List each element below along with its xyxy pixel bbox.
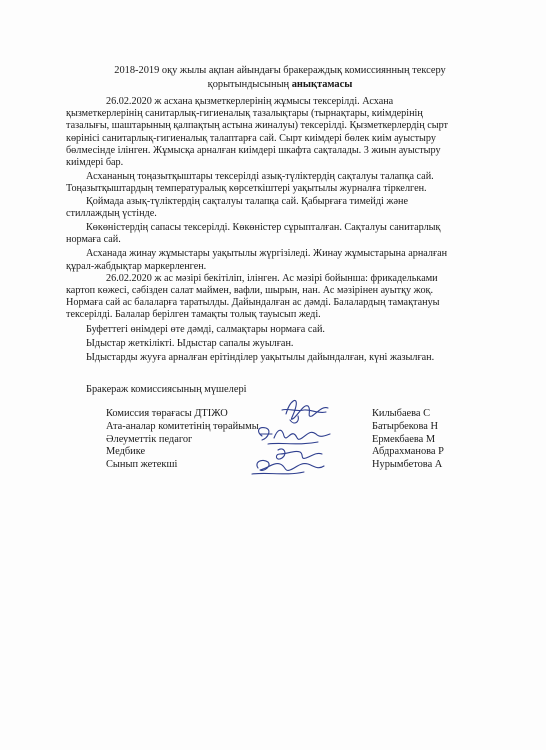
paragraph-line: Ыдыстар жеткілікті. Ыдыстар сапалы жуылған.	[86, 337, 294, 349]
paragraph-line: қызметкерлерінің санитарлық-гигиеналық тазалықтары (тырнақтары, киімдерінің	[66, 108, 423, 120]
name-nurse: Абдрахманова Р	[372, 446, 444, 458]
role-chairman: Комиссия төрағасы ДТІЖО	[106, 408, 228, 419]
paragraph-line: Асханада жинау жұмыстары уақытылы жүргізіледі. Жинау жұмыстарына арналған	[86, 248, 448, 260]
role-nurse: Медбике	[106, 446, 146, 458]
paragraph-line: Көкөністердің сапасы тексерілді. Көкөністер сұрыпталған. Сақталуы санитарлық	[86, 222, 441, 234]
paragraph-line: Тоңазытқыштардың температуралық көрсеткіштері уақытылы журналға тіркелген.	[66, 183, 427, 195]
title-line-2-bold: анықтамасы	[291, 79, 353, 90]
signature-stroke	[276, 449, 322, 459]
role-class-teacher: Сынып жетекші	[106, 459, 178, 471]
commission-names	[372, 408, 444, 472]
signature-stroke	[274, 430, 330, 439]
commission-roles	[106, 408, 259, 472]
paragraph-staff-hygiene	[66, 96, 506, 169]
paragraph-menu	[66, 272, 506, 322]
commission-heading: Бракераж комиссиясының мүшелері	[86, 384, 247, 395]
paragraph-cleaning	[66, 248, 506, 272]
signature-stroke	[257, 460, 324, 470]
title-line-1: 2018-2019 оқу жылы ақпан айындағы бракераждық комиссиянның тексеру	[114, 65, 446, 76]
report-body	[66, 96, 506, 364]
paragraph-line: стиллаждың үстінде.	[66, 207, 157, 219]
paragraph-line: киімдері бар.	[66, 157, 124, 169]
paragraph-line: картоп көжесі, сәбізден салат маймен, вафли, шырын, нан. Ас мәзірінен ауытқу жоқ.	[66, 285, 434, 297]
paragraph-line: Асхананың тоңазытқыштары тексерілді азық-түліктердің сақталуы талапқа сай.	[86, 171, 434, 183]
title-line-2	[60, 78, 500, 92]
role-parents-committee: Ата-аналар комитетінің төрайымы	[106, 420, 259, 432]
name-social-pedagogue: Ермекбаева М	[372, 433, 436, 445]
signature-stroke	[268, 442, 318, 444]
name-parents-committee: Батырбекова Н	[372, 420, 438, 432]
paragraph-line: бөлмесінде ілінген. Жұмысқа арналған киімдері шкафта сақталады. 3 жиын ауыстыру	[66, 144, 441, 156]
role-social-pedagogue: Әлеуметтік педагог	[106, 433, 193, 445]
paragraph-line: көрінісі санитарлық-гигиеналық талаптарға сай. Сырт киімдері бөлек киім ауыстыру	[66, 132, 436, 144]
paragraph-detergents	[86, 352, 506, 364]
paragraph-line: Қоймада азық-түліктердің сақталуы талапқа сай. Қабырғаға тимейді және	[86, 195, 408, 207]
paragraph-line: тексерілді. Балалар берілген тамақты толық тауысып жеді.	[66, 309, 321, 321]
signature-stroke	[252, 472, 304, 474]
paragraph-line: нормаға сай.	[66, 234, 121, 246]
paragraph-line: Ыдыстарды жууға арналған ерітінділер уақытылы дайындалған, күні жазылған.	[86, 352, 435, 364]
name-chairman: Килыбаева С	[372, 408, 431, 419]
handwritten-signatures	[238, 392, 348, 484]
paragraph-vegetables	[66, 222, 506, 246]
name-class-teacher: Нурымбетова А	[372, 459, 443, 471]
paragraph-line: тазалығы, шаштарының қалпақтың астына жиналуы) тексерілді. Қызметкерлердің сырт	[66, 120, 448, 132]
paragraph-dishes	[86, 338, 506, 350]
paragraph-line: 26.02.2020 ж ас мәзірі бекітіліп, ілінген. Ас мәзірі бойынша: фрикадельками	[106, 272, 438, 284]
document-title	[60, 64, 500, 92]
paragraph-storage	[66, 195, 506, 220]
signature-stroke	[259, 428, 272, 440]
title-line-2-prefix: қорытындысының	[207, 79, 292, 90]
paragraph-refrigerators	[66, 171, 506, 195]
paragraph-line: құрал-жабдықтар маркерленген.	[66, 260, 207, 272]
paragraph-line: Нормаға сай ас балаларға таратылды. Дайындалған ас дәмді. Балалардың тамақтануы	[66, 297, 440, 309]
paragraph-line: Буфеттегі өнімдері өте дәмді, салмақтары нормаға сай.	[86, 323, 325, 335]
paragraph-buffet	[86, 324, 506, 336]
paragraph-line: 26.02.2020 ж асхана қызметкерлерінің жұмысы тексерілді. Асхана	[106, 96, 394, 107]
